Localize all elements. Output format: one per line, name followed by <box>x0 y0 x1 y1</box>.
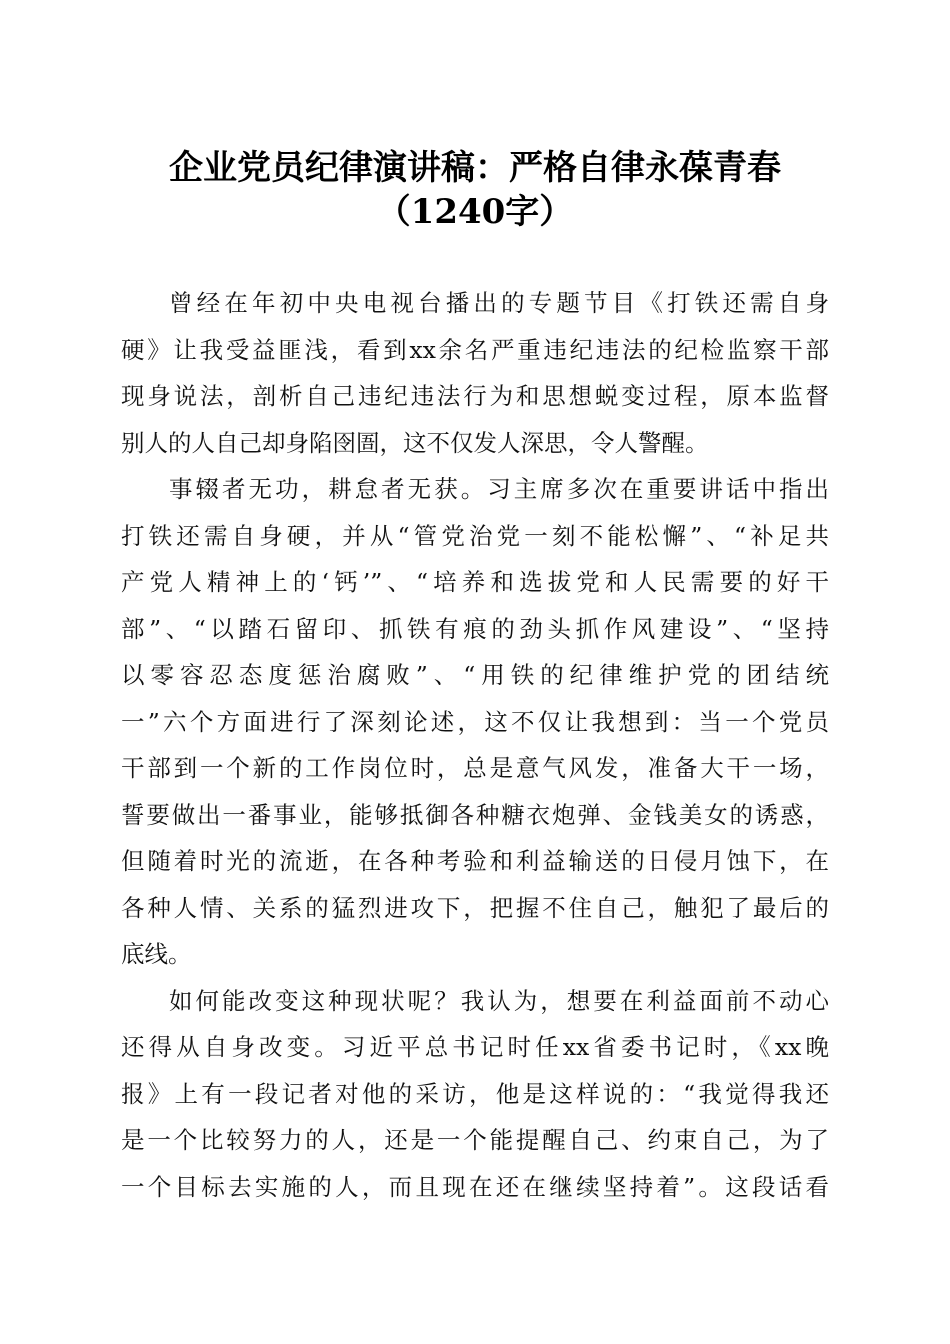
document-title: 企业党员纪律演讲稿：严格自律永葆青春 <box>169 148 781 188</box>
paragraph-2-line-3: 产党人精神上的‘钙’”、“培养和选拔党和人民需要的好干 <box>121 568 829 596</box>
paragraph-1-line-2: 硬》让我受益匪浅，看到xx余名严重违纪违法的纪检监察干部 <box>121 335 829 364</box>
paragraph-2-line-5: 以零容忍态度惩治腐败”、“用铁的纪律维护党的团结统 <box>121 661 829 689</box>
paragraph-2-line-9: 但随着时光的流逝，在各种考验和利益输送的日侵月蚀下，在 <box>121 847 829 875</box>
document-body <box>121 280 829 1210</box>
paragraph-1-line-3: 现身说法，剖析自己违纪违法行为和思想蜕变过程，原本监督 <box>121 382 829 410</box>
paragraph-3-line-4: 是一个比较努力的人，还是一个能提醒自己、约束自己，为了 <box>121 1126 829 1154</box>
paragraph-1-line-4: 别人的人自己却身陷囹圄，这不仅发人深思，令人警醒。 <box>121 428 709 457</box>
paragraph-2-line-6: 一”六个方面进行了深刻论述，这不仅让我想到：当一个党员 <box>121 707 829 736</box>
paragraph-3-line-5: 一个目标去实施的人，而且现在还在继续坚持着”。这段话看 <box>121 1172 829 1201</box>
paragraph-2-line-11: 底线。 <box>121 940 192 968</box>
paragraph-2-line-8: 誓要做出一番事业，能够抵御各种糖衣炮弹、金钱美女的诱惑， <box>121 800 829 829</box>
paragraph-2-line-1: 事辍者无功，耕怠者无获。习主席多次在重要讲话中指出 <box>169 475 829 503</box>
paragraph-3-line-3: 报》上有一段记者对他的采访，他是这样说的：“我觉得我还 <box>121 1079 829 1108</box>
paragraph-3-line-1: 如何能改变这种现状呢？我认为，想要在利益面前不动心 <box>169 986 829 1015</box>
paragraph-2-line-2: 打铁还需自身硬，并从“管党治党一刻不能松懈”、“补足共 <box>121 521 829 550</box>
paragraph-2-line-10: 各种人情、关系的猛烈进攻下，把握不住自己，触犯了最后的 <box>121 893 829 922</box>
document-word-count: （1240字） <box>376 192 574 232</box>
paragraph-1-line-1: 曾经在年初中央电视台播出的专题节目《打铁还需自身 <box>169 289 829 317</box>
paragraph-3-line-2: 还得从自身改变。习近平总书记时任xx省委书记时，《xx晚 <box>121 1033 829 1061</box>
paragraph-2-line-4: 部”、“以踏石留印、抓铁有痕的劲头抓作风建设”、“坚持 <box>121 614 829 643</box>
paragraph-2-line-7: 干部到一个新的工作岗位时，总是意气风发，准备大干一场， <box>121 754 829 782</box>
